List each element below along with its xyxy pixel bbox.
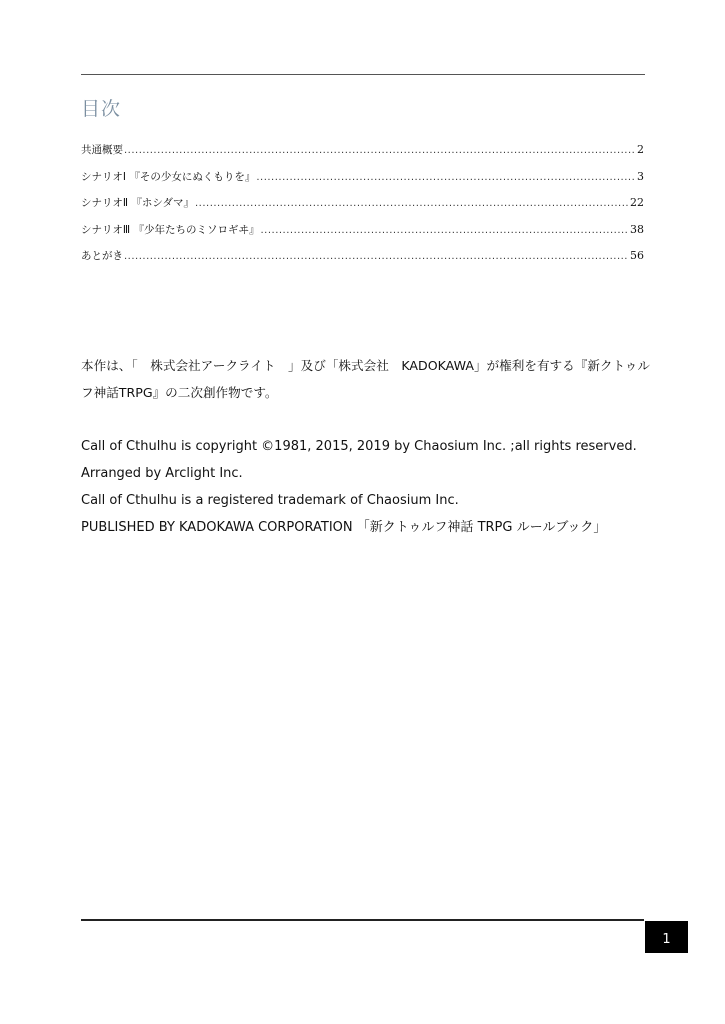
toc-entry[interactable] bbox=[81, 248, 644, 275]
toc-leader-dots bbox=[124, 145, 636, 156]
toc-entry-page: 3 bbox=[637, 169, 644, 183]
page-number: 1 bbox=[645, 921, 688, 953]
derivative-work-notice: 本作は、「 株式会社アークライト 」及び「株式会社 KADOKAWA」が権利を有する『新クトゥルフ神話TRPG』の二次創作物です。 bbox=[81, 358, 650, 400]
toc-entry[interactable] bbox=[81, 222, 644, 249]
toc-entry-label: シナリオⅢ 『少年たちのミソロギヰ』 bbox=[81, 223, 260, 236]
toc-leader-dots bbox=[195, 198, 629, 209]
published-line: PUBLISHED BY KADOKAWA CORPORATION 「新クトゥルフ神話 TRPG ルールブック」 bbox=[81, 520, 607, 535]
toc-title: 目次 bbox=[81, 98, 122, 120]
toc-entry[interactable] bbox=[81, 169, 644, 196]
copyright-line: Call of Cthulhu is copyright ©1981, 2015, 2019 by Chaosium Inc. ;all rights reserved. bbox=[81, 439, 637, 454]
arranged-line: Arranged by Arclight Inc. bbox=[81, 466, 243, 481]
toc-entry-page: 22 bbox=[630, 196, 644, 209]
toc-entry-page: 2 bbox=[637, 143, 644, 156]
toc-entry-label: シナリオⅡ 『ホシダマ』 bbox=[81, 197, 194, 209]
toc-entry-label: 共通概要 bbox=[81, 144, 123, 156]
toc-entry-label: シナリオⅠ 『その少女にぬくもりを』 bbox=[81, 170, 256, 183]
table-of-contents bbox=[81, 142, 644, 275]
header-rule bbox=[81, 74, 645, 75]
toc-entry-label: あとがき bbox=[81, 250, 123, 262]
copyright-credits bbox=[81, 433, 681, 541]
footer-rule bbox=[81, 919, 644, 921]
toc-leader-dots bbox=[260, 225, 629, 236]
toc-entry[interactable] bbox=[81, 142, 644, 169]
trademark-line: Call of Cthulhu is a registered trademark of Chaosium Inc. bbox=[81, 493, 459, 508]
toc-leader-dots bbox=[256, 172, 636, 183]
toc-entry-page: 38 bbox=[630, 222, 644, 236]
toc-entry-page: 56 bbox=[630, 249, 644, 262]
toc-entry[interactable] bbox=[81, 195, 644, 222]
toc-leader-dots bbox=[124, 251, 629, 262]
